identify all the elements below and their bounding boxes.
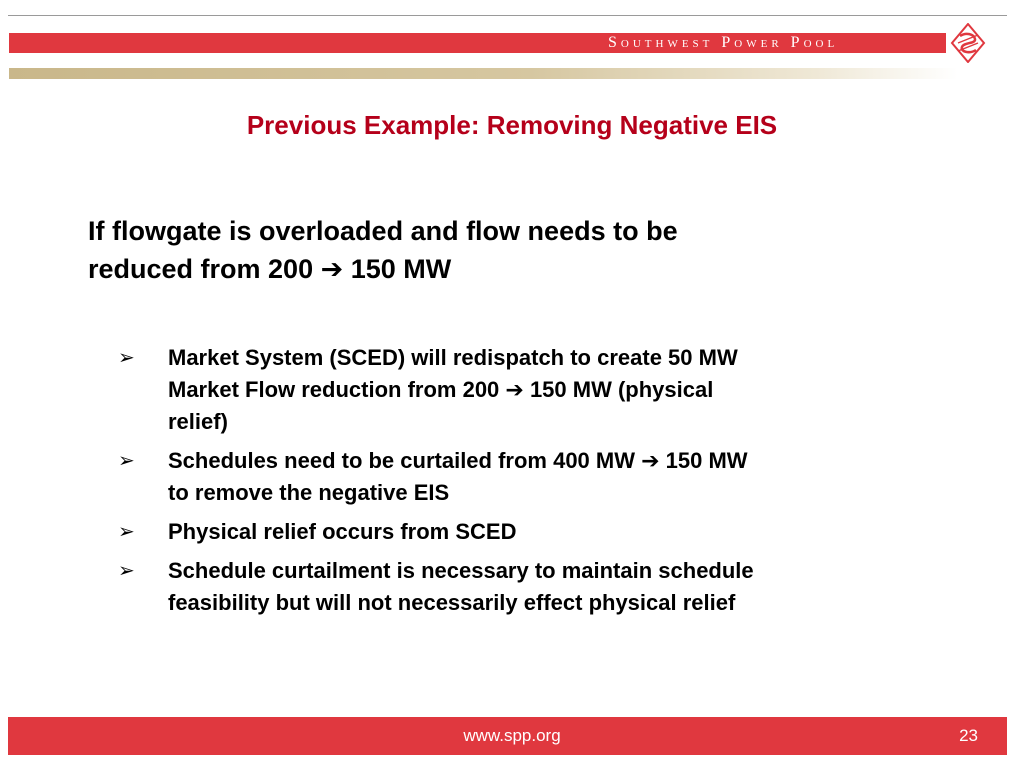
brand-name: Southwest Power Pool <box>608 34 839 51</box>
bullet-line: Market System (SCED) will redispatch to create 50 MW <box>168 345 738 370</box>
intro-line: reduced from 200 ➔ 150 MW <box>88 254 452 284</box>
accent-band <box>9 68 958 79</box>
bullet-line: relief) <box>168 409 228 434</box>
bullet-line: Physical relief occurs from SCED <box>168 519 517 544</box>
bullet-line: Schedules need to be curtailed from 400 MW ➔ 150 MW <box>168 448 748 473</box>
spp-logo-icon <box>950 23 986 63</box>
bullet-line: Market Flow reduction from 200 ➔ 150 MW (physical <box>168 377 714 402</box>
bullet-item <box>118 342 948 438</box>
page-number: 23 <box>959 726 978 745</box>
bullet-line: to remove the negative EIS <box>168 480 450 505</box>
bullet-item <box>118 516 948 548</box>
bullet-line: Schedule curtailment is necessary to maintain schedule <box>168 558 754 583</box>
bullet-list <box>118 342 948 626</box>
arrow-bullet-icon: ➢ <box>118 347 135 369</box>
top-divider <box>8 15 1007 16</box>
slide-title: Previous Example: Removing Negative EIS <box>246 110 778 140</box>
bullet-item <box>118 555 948 619</box>
intro-text <box>88 212 908 288</box>
intro-line: If flowgate is overloaded and flow needs to be <box>88 216 678 246</box>
arrow-bullet-icon: ➢ <box>118 521 135 543</box>
arrow-bullet-icon: ➢ <box>118 450 135 472</box>
bullet-line: feasibility but will not necessarily effect physical relief <box>168 590 736 615</box>
arrow-bullet-icon: ➢ <box>118 560 135 582</box>
bullet-item <box>118 445 948 509</box>
footer-url: www.spp.org <box>463 726 561 745</box>
